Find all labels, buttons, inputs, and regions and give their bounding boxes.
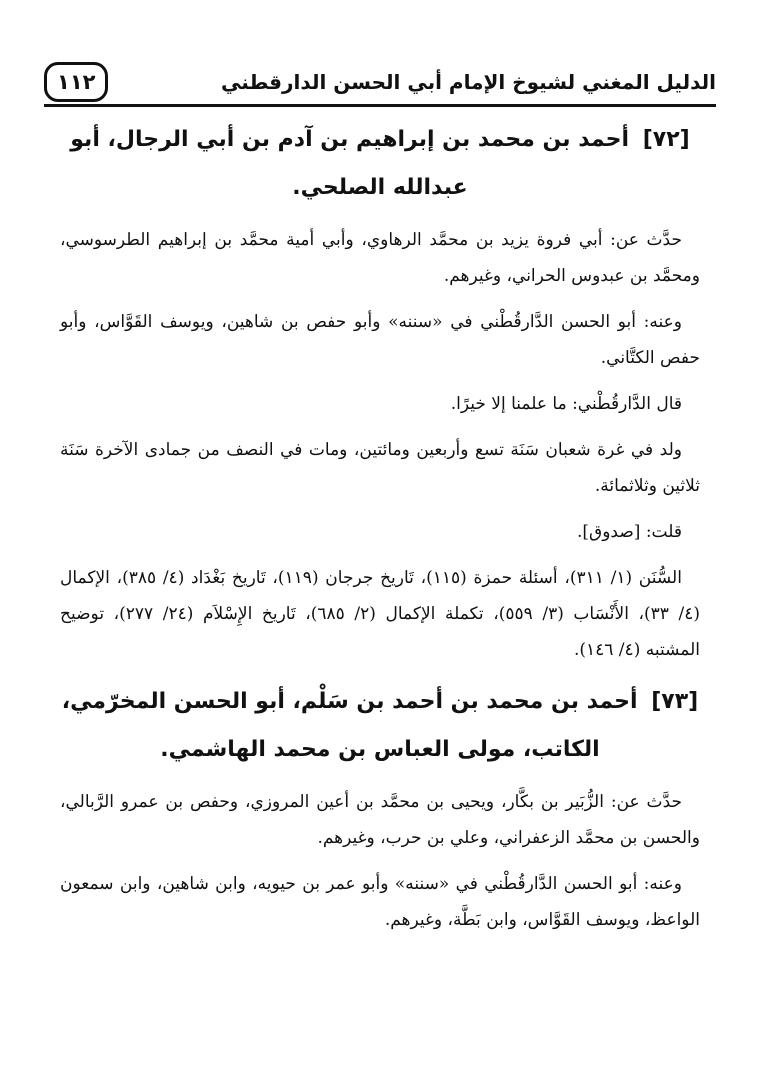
page-header bbox=[44, 62, 716, 102]
header-rule bbox=[44, 104, 716, 107]
entry-title bbox=[60, 116, 700, 212]
sources: السُّنَن (١/ ٣١١)، أسئلة حمزة (١١٥)، تَاريخ جرجان (١١٩)، تَاريخ بَغْدَاد (٤/ ٣٨٥)، الإكمال (٤/ ٣٣)، الأَنْسَاب (٣/ ٥٥٩)، تكملة الإكمال (٢/ ٦٨٥)، تَاريخ الإِسْلاَم (٢٤/ ٢٧٧)، توضيح المشتبه (٤/ ١٤٦). bbox=[60, 568, 700, 660]
birth-death: ولد في غرة شعبان سَنَة تسع وأربعين ومائتين، ومات في النصف من جمادى الآخرة سَنَة ثلاثين وثلاثمائة. bbox=[60, 440, 700, 496]
entry bbox=[60, 116, 700, 668]
running-title: الدليل المغني لشيوخ الإمام أبي الحسن الدارقطني bbox=[221, 70, 716, 94]
entry-heading: أحمد بن محمد بن أحمد بن سَلْم، أبو الحسن المخرّمي، الكاتب، مولى العباس بن محمد الهاشمي. bbox=[61, 689, 638, 762]
entry bbox=[60, 678, 700, 938]
page-number: ١١٢ bbox=[44, 62, 108, 102]
narrated-from: حدَّث عن: أبي فروة يزيد بن محمَّد الرهاوي، وأبي أمية محمَّد بن إبراهيم الطرسوسي، ومحمَّد بن عبدوس الحراني، وغيرهم. bbox=[60, 230, 700, 286]
critic-statement: قال الدَّارقُطْني: ما علمنا إلا خيرًا. bbox=[450, 394, 682, 414]
entry-number: [٧٢] bbox=[642, 127, 690, 152]
narrators: وعنه: أبو الحسن الدَّارقُطْني في «سننه» وأبو عمر بن حيويه، وابن شاهين، وابن سمعون الواعظ، ويوسف القَوَّاس، وابن بَطَّة، وغيرهم. bbox=[60, 874, 700, 930]
entry-title bbox=[60, 678, 700, 774]
entry-heading: أحمد بن محمد بن إبراهيم بن آدم بن أبي الرجال، أبو عبدالله الصلحي. bbox=[70, 127, 630, 200]
page-body bbox=[60, 116, 700, 948]
verdict: قلت: [صدوق]. bbox=[576, 522, 682, 542]
narrated-from: حدَّث عن: الزُّبَير بن بكَّار، ويحيى بن محمَّد بن أعين المروزي، وحفص بن عمرو الرَّبالي، والحسن بن محمَّد الزعفراني، وعلي بن حرب، وغيرهم. bbox=[60, 792, 700, 848]
narrators: وعنه: أبو الحسن الدَّارقُطْني في «سننه» وأبو حفص بن شاهين، ويوسف القَوَّاس، وأبو حفص الكتَّاني. bbox=[60, 312, 700, 368]
entry-number: [٧٣] bbox=[651, 689, 699, 714]
